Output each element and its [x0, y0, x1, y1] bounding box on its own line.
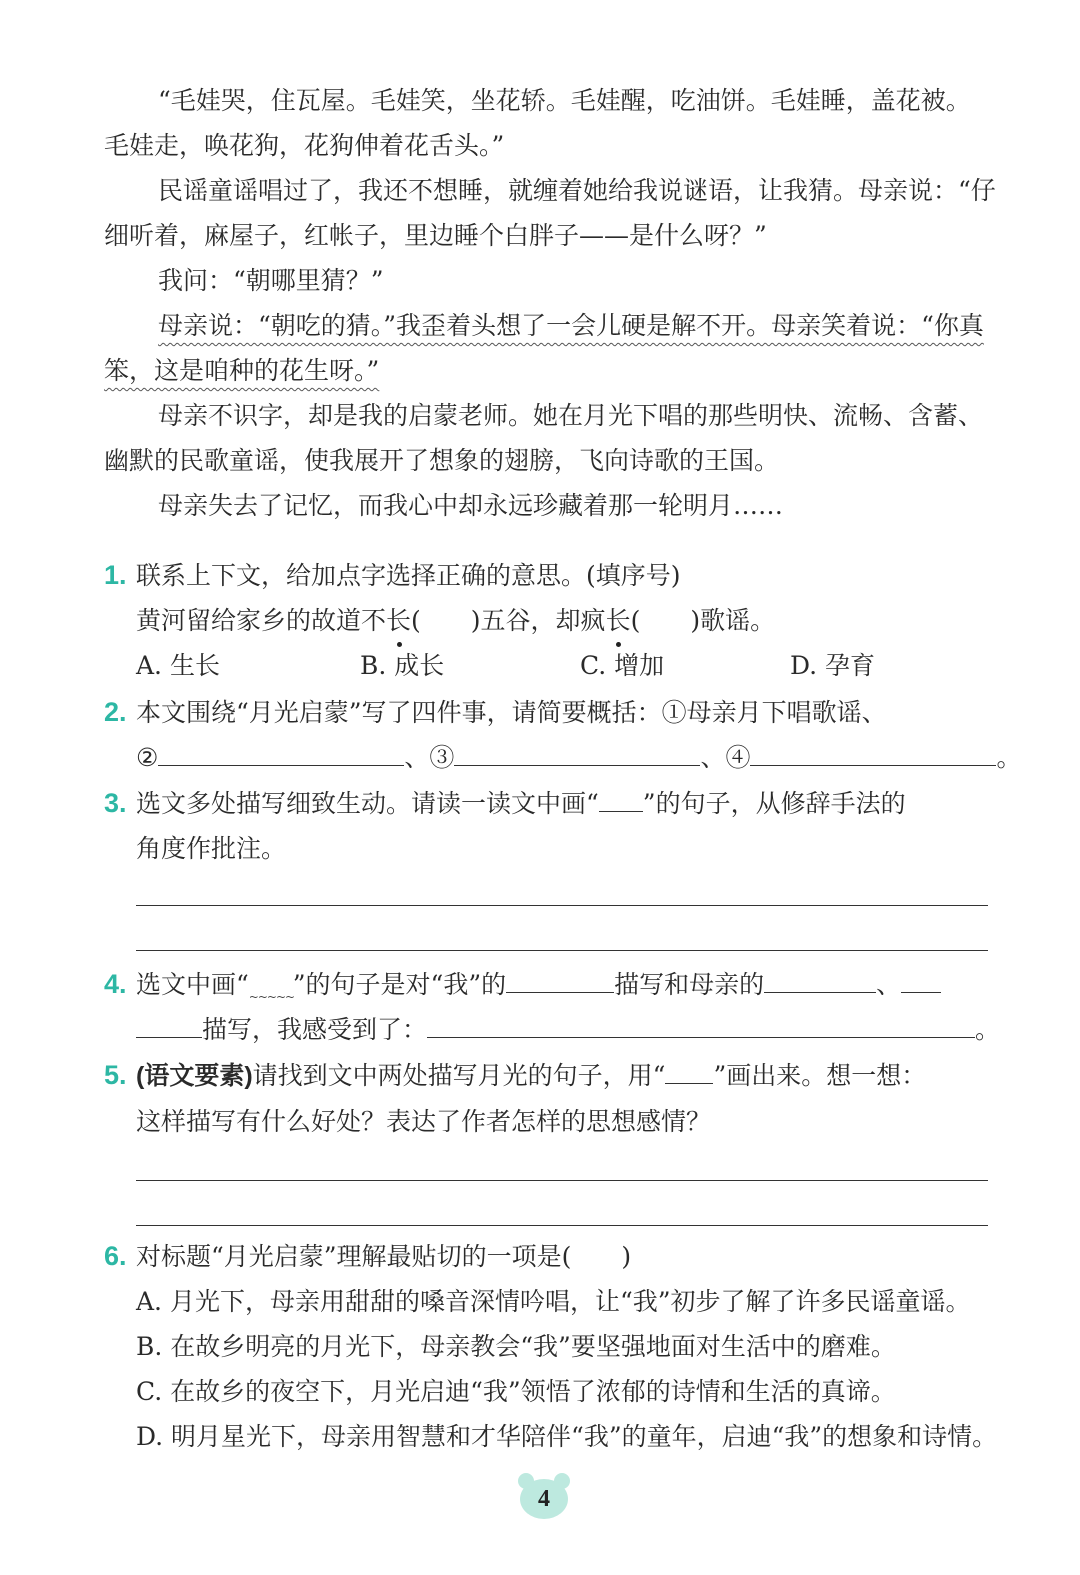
wavy-underlined-sentence: 母亲说：“朝吃的猜。”我歪着头想了一会儿硬是解不开。母亲笑着说：“你真笨，这是咱种的花生呀。”: [104, 311, 984, 385]
question-stem: ”的句子，从修辞手法的: [642, 789, 906, 818]
answer-line[interactable]: [136, 1180, 988, 1181]
option-a[interactable]: A. 生长: [136, 651, 220, 680]
reading-passage: [104, 78, 1004, 528]
answer-blank[interactable]: [427, 1009, 975, 1038]
sentence-part: 黄河留给家乡的故道不: [136, 606, 387, 635]
question-number: 5.: [104, 1060, 127, 1090]
question-number: 1.: [104, 560, 127, 590]
wavy-line-sample: [249, 965, 293, 993]
answer-blank[interactable]: [454, 737, 700, 766]
sentence-part: 五谷，却疯: [480, 606, 606, 635]
answer-blank[interactable]: [750, 737, 996, 766]
passage-paragraph: 母亲不识字，却是我的启蒙老师。她在月光下唱的那些明快、流畅、含蓄、幽默的民歌童谣，使我展开了想象的翅膀，飞向诗歌的王国。: [104, 401, 984, 475]
passage-paragraph: 母亲失去了记忆，而我心中却永远珍藏着那一轮明月……: [158, 491, 784, 520]
question-stem: 这样描写有什么好处？表达了作者怎样的思想感情？: [136, 1107, 712, 1136]
option-c[interactable]: C. 增加: [580, 651, 665, 680]
answer-blank[interactable]: [764, 964, 876, 993]
punctuation: 。: [996, 743, 1022, 772]
passage-paragraph: [104, 303, 1004, 393]
answer-line[interactable]: [136, 905, 988, 906]
question-1: [104, 553, 1004, 688]
option-d[interactable]: D. 孕育: [790, 651, 876, 680]
question-4: [104, 962, 1004, 1052]
option-list: [104, 643, 1004, 688]
answer-line[interactable]: [136, 950, 988, 951]
passage-paragraph: 民谣童谣唱过了，我还不想睡，就缠着她给我说谜语，让我猜。母亲说：“仔细听着，麻屋子，红帐子，里边睡个白胖子——是什么呀？”: [104, 176, 996, 250]
circled-number: 、④: [700, 743, 751, 772]
passage-line: 毛娃走，唤花狗，花狗伸着花舌头。”: [104, 131, 505, 160]
question-stem: 描写，我感受到了：: [202, 1015, 428, 1044]
answer-paren[interactable]: ( ): [630, 606, 701, 635]
question-stem: ”画出来。想一想：: [713, 1061, 927, 1090]
question-stem: 选文中画“: [136, 970, 249, 999]
dotted-char: 长: [606, 598, 631, 643]
question-stem: 选文多处描写细致生动。请读一读文中画“: [136, 789, 599, 818]
question-stem: 角度作批注。: [136, 834, 287, 863]
question-stem: 联系上下文，给加点字选择正确的意思。(填序号): [136, 561, 681, 590]
option-b[interactable]: B. 在故乡明亮的月光下，母亲教会“我”要坚强地面对生活中的磨难。: [136, 1332, 896, 1361]
underline-sample: [599, 783, 643, 812]
answer-blank[interactable]: [901, 964, 941, 993]
page-number-badge: [518, 1473, 570, 1519]
question-stem: 对标题“月光启蒙”理解最贴切的一项是( ): [136, 1242, 632, 1271]
question-2: [104, 690, 1022, 780]
fill-blank-row: [104, 735, 1022, 780]
question-stem: 描写和母亲的: [614, 970, 765, 999]
answer-blank[interactable]: [158, 737, 404, 766]
question-stem: 请找到文中两处描写月光的句子，用“: [252, 1061, 666, 1090]
sentence-part: 歌谣。: [700, 606, 776, 635]
question-sentence: [104, 598, 1004, 643]
question-number: 6.: [104, 1241, 127, 1271]
punctuation: 。: [975, 1015, 1001, 1044]
answer-blank[interactable]: [136, 1009, 202, 1038]
passage-line: “毛娃哭，住瓦屋。毛娃笑，坐花轿。毛娃醒，吃油饼。毛娃睡，盖花被。: [158, 86, 971, 115]
punctuation: 、: [876, 970, 902, 999]
question-number: 4.: [104, 969, 127, 999]
dotted-char: 长: [386, 598, 411, 643]
question-tag: (语文要素): [136, 1062, 253, 1090]
answer-paren[interactable]: ( ): [411, 606, 481, 635]
page-number: 4: [520, 1479, 568, 1519]
passage-paragraph: 我问：“朝哪里猜？”: [158, 266, 384, 295]
underline-sample: [665, 1055, 713, 1084]
question-5: [104, 1053, 1004, 1144]
question-3: [104, 781, 1004, 871]
option-b[interactable]: B. 成长: [360, 651, 445, 680]
option-a[interactable]: A. 月光下，母亲用甜甜的嗓音深情吟唱，让“我”初步了解了许多民谣童谣。: [136, 1287, 971, 1316]
option-c[interactable]: C. 在故乡的夜空下，月光启迪“我”领悟了浓郁的诗情和生活的真谛。: [136, 1377, 896, 1406]
question-number: 3.: [104, 788, 127, 818]
question-stem: ”的句子是对“我”的: [292, 970, 507, 999]
question-stem: 本文围绕“月光启蒙”写了四件事，请简要概括：①母亲月下唱歌谣、: [136, 698, 887, 727]
question-number: 2.: [104, 697, 127, 727]
circled-number: 、③: [404, 743, 455, 772]
answer-line[interactable]: [136, 1225, 988, 1226]
circled-number: ②: [136, 743, 159, 772]
answer-blank[interactable]: [506, 964, 614, 993]
option-d[interactable]: D. 明月星光下，母亲用智慧和才华陪伴“我”的童年，启迪“我”的想象和诗情。: [136, 1422, 998, 1451]
question-6: [104, 1234, 1004, 1459]
